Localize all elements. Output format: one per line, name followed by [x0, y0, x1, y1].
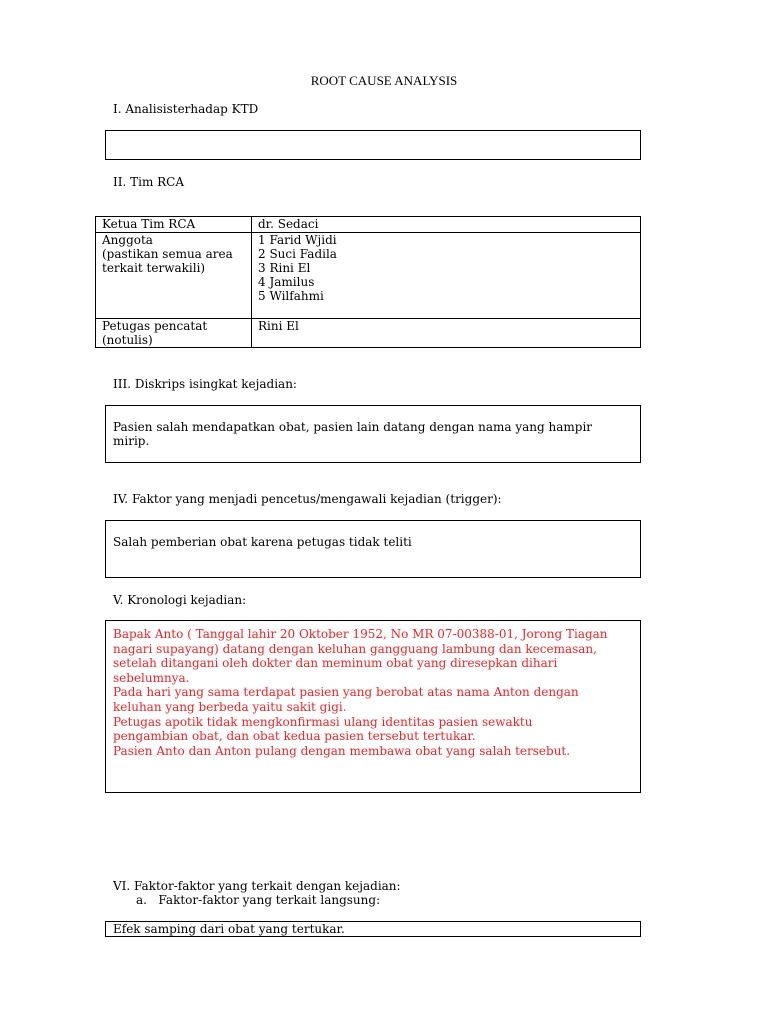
section-4-box — [105, 520, 641, 578]
member-item: 1 Farid Wjidi — [258, 233, 337, 247]
text-line: mirip. — [113, 434, 150, 448]
section-6-subheading-a: a. Faktor-faktor yang terkait langsung: — [136, 893, 381, 907]
text-line: keluhan yang berbeda yaitu sakit gigi. — [113, 699, 347, 714]
text-line: Petugas apotik tidak mengkonfirmasi ulang identitas pasien sewaktu — [113, 714, 533, 729]
anggota-label-line: Anggota — [102, 233, 153, 247]
section-3-heading: III. Diskrips isingkat kejadian: — [113, 377, 297, 391]
section-3-text — [106, 406, 640, 448]
anggota-members — [252, 233, 641, 319]
text-line: pengambian obat, dan obat kedua pasien tersebut tertukar. — [113, 729, 476, 744]
section-5-box — [105, 620, 641, 793]
page-title: ROOT CAUSE ANALYSIS — [310, 73, 458, 88]
text-line: setelah ditangani oleh dokter dan meminum obat yang diresepkan dihari — [113, 656, 558, 671]
anggota-label-line: terkait terwakili) — [102, 261, 206, 275]
petugas-label — [96, 319, 252, 348]
ketua-label: Ketua Tim RCA — [96, 217, 252, 233]
member-item: 3 Rini El — [258, 261, 311, 275]
table-row — [96, 217, 641, 233]
member-item: 4 Jamilus — [258, 275, 315, 289]
petugas-value: Rini El — [252, 319, 641, 348]
petugas-label-line: Petugas pencatat — [102, 319, 208, 333]
text-line: sebelumnya. — [113, 670, 190, 685]
ketua-value: dr. Sedaci — [252, 217, 641, 233]
section-6-text: Efek samping dari obat yang tertukar. — [113, 922, 345, 936]
anggota-label — [96, 233, 252, 319]
text-line: Pada hari yang sama terdapat pasien yang berobat atas nama Anton dengan — [113, 685, 579, 700]
rca-team-table — [95, 216, 641, 348]
anggota-label-line: (pastikan semua area — [102, 247, 233, 261]
section-6-heading: VI. Faktor-faktor yang terkait dengan kejadian: — [113, 879, 401, 893]
kronologi-text — [106, 621, 640, 758]
text-line: Pasien salah mendapatkan obat, pasien lain datang dengan nama yang hampir — [113, 420, 593, 434]
section-4-heading: IV. Faktor yang menjadi pencetus/mengawali kejadian (trigger): — [113, 492, 502, 506]
section-5-heading: V. Kronologi kejadian: — [113, 593, 247, 607]
member-item: 2 Suci Fadila — [258, 247, 337, 261]
table-row — [96, 233, 641, 319]
petugas-label-line: (notulis) — [102, 333, 153, 347]
text-line: Bapak Anto ( Tanggal lahir 20 Oktober 1952, No MR 07-00388-01, Jorong Tiagan — [113, 627, 608, 641]
table-row — [96, 319, 641, 348]
section-1-box — [105, 130, 641, 160]
member-item: 5 Wilfahmi — [258, 289, 324, 303]
section-3-box — [105, 405, 641, 463]
text-line: Pasien Anto dan Anton pulang dengan membawa obat yang salah tersebut. — [113, 743, 571, 758]
section-2-heading: II. Tim RCA — [113, 175, 185, 189]
section-4-text: Salah pemberian obat karena petugas tidak teliti — [113, 535, 412, 549]
text-line: nagari supayang) datang dengan keluhan gangguang lambung dan kecemasan, — [113, 641, 597, 656]
section-1-heading: I. Analisisterhadap KTD — [113, 102, 259, 116]
section-6-box — [105, 921, 641, 937]
